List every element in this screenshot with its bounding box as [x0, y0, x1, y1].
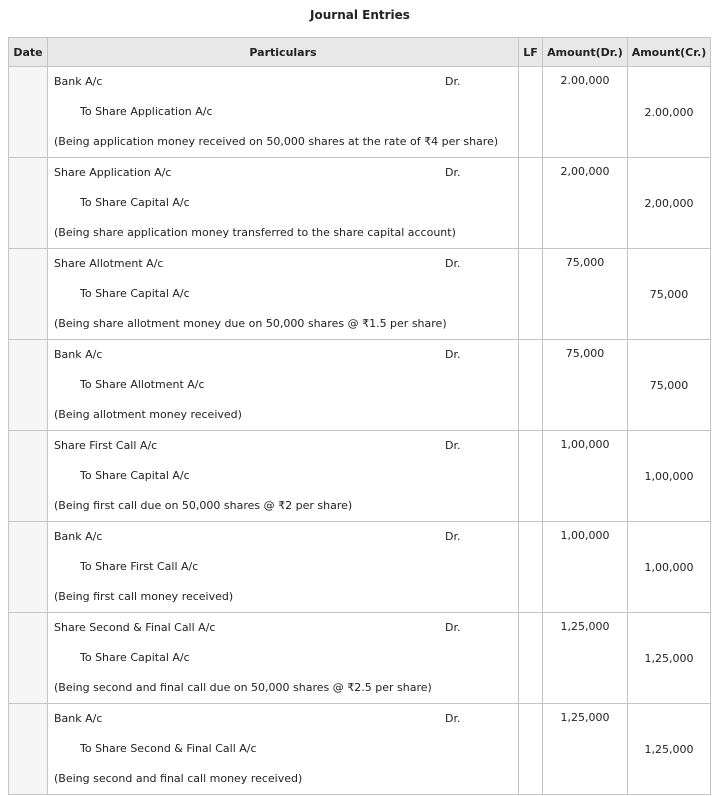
journal-entry-1-debit-row — [9, 67, 711, 98]
particulars-line — [48, 643, 518, 673]
lf-cell — [519, 704, 543, 735]
date-cell — [9, 249, 48, 280]
lf-cell — [519, 158, 543, 189]
amount-dr-value: 1,25,000 — [560, 710, 610, 724]
column-header-lf: LF — [519, 38, 543, 67]
particulars-cell — [48, 431, 519, 462]
debit-account-label: Bank A/c — [54, 712, 103, 725]
debit-account-label: Share First Call A/c — [54, 439, 158, 452]
amount-dr-cell — [543, 340, 628, 371]
amount-cr-cell — [628, 734, 711, 764]
amount-dr-cell — [543, 613, 628, 644]
journal-entry-6-narration-row — [9, 582, 711, 613]
amount-dr-cell — [543, 67, 628, 98]
credit-account-label: To Share Application A/c — [80, 105, 213, 118]
particulars-line — [48, 582, 518, 612]
particulars-cell — [48, 461, 519, 491]
column-header-amount-dr: Amount(Dr.) — [543, 38, 628, 67]
date-cell — [9, 279, 48, 309]
debit-account-label: Share Allotment A/c — [54, 257, 164, 270]
amount-cr-cell — [628, 461, 711, 491]
lf-cell — [519, 431, 543, 462]
journal-entry-3-debit-row — [9, 249, 711, 280]
particulars-line — [48, 400, 518, 430]
particulars-cell — [48, 704, 519, 735]
amount-cr-cell — [628, 643, 711, 673]
particulars-cell — [48, 218, 519, 249]
amount-cr-cell — [628, 400, 711, 431]
amount-cr-value: 75,000 — [649, 378, 689, 392]
narration-text: (Being share application money transferred to the share capital account) — [54, 226, 456, 239]
amount-dr-cell — [543, 400, 628, 431]
amount-cr-cell — [628, 188, 711, 218]
amount-dr-value: 2.00,000 — [560, 73, 610, 87]
journal-entry-6-credit-row — [9, 552, 711, 582]
date-cell — [9, 218, 48, 249]
particulars-cell — [48, 97, 519, 127]
date-cell — [9, 613, 48, 644]
debit-account-label: Share Application A/c — [54, 166, 172, 179]
particulars-line — [48, 522, 518, 552]
amount-cr-cell — [628, 218, 711, 249]
amount-dr-cell — [543, 764, 628, 795]
debit-account-label: Share Second & Final Call A/c — [54, 621, 216, 634]
amount-cr-cell — [628, 582, 711, 613]
amount-cr-cell — [628, 552, 711, 582]
amount-dr-cell — [543, 704, 628, 735]
particulars-line — [48, 673, 518, 703]
date-cell — [9, 309, 48, 340]
credit-account-label: To Share Capital A/c — [80, 287, 190, 300]
date-cell — [9, 552, 48, 582]
amount-cr-cell — [628, 279, 711, 309]
amount-dr-value: 2,00,000 — [560, 164, 610, 178]
particulars-line — [48, 491, 518, 521]
particulars-line — [48, 188, 518, 218]
amount-cr-cell — [628, 491, 711, 522]
dr-marker: Dr. — [445, 712, 461, 725]
amount-dr-value: 1,00,000 — [560, 528, 610, 542]
amount-dr-cell — [543, 97, 628, 127]
narration-text: (Being first call due on 50,000 shares @ ₹2 per share) — [54, 499, 353, 512]
dr-marker: Dr. — [445, 530, 461, 543]
table-body — [9, 67, 711, 795]
amount-cr-value: 75,000 — [649, 287, 689, 301]
particulars-line — [48, 431, 518, 461]
lf-cell — [519, 97, 543, 127]
date-cell — [9, 491, 48, 522]
dr-marker: Dr. — [445, 439, 461, 452]
amount-cr-cell — [628, 613, 711, 644]
date-cell — [9, 673, 48, 704]
particulars-line — [48, 158, 518, 188]
particulars-cell — [48, 370, 519, 400]
date-cell — [9, 400, 48, 431]
journal-entry-8-debit-row — [9, 704, 711, 735]
journal-entry-4-narration-row — [9, 400, 711, 431]
particulars-line — [48, 279, 518, 309]
particulars-line — [48, 552, 518, 582]
journal-entry-5-debit-row — [9, 431, 711, 462]
particulars-cell — [48, 309, 519, 340]
dr-marker: Dr. — [445, 166, 461, 179]
lf-cell — [519, 673, 543, 704]
amount-dr-cell — [543, 431, 628, 462]
journal-entry-7-debit-row — [9, 613, 711, 644]
particulars-cell — [48, 522, 519, 553]
amount-dr-cell — [543, 491, 628, 522]
journal-entry-2-credit-row — [9, 188, 711, 218]
amount-dr-cell — [543, 522, 628, 553]
dr-marker: Dr. — [445, 257, 461, 270]
amount-dr-cell — [543, 734, 628, 764]
journal-entry-3-narration-row — [9, 309, 711, 340]
amount-cr-value: 1,00,000 — [644, 469, 694, 483]
lf-cell — [519, 340, 543, 371]
lf-cell — [519, 309, 543, 340]
amount-cr-cell — [628, 370, 711, 400]
particulars-cell — [48, 764, 519, 795]
credit-account-label: To Share Capital A/c — [80, 469, 190, 482]
journal-table — [8, 37, 711, 795]
particulars-cell — [48, 279, 519, 309]
particulars-line — [48, 613, 518, 643]
credit-account-label: To Share Allotment A/c — [80, 378, 205, 391]
lf-cell — [519, 188, 543, 218]
amount-dr-cell — [543, 218, 628, 249]
lf-cell — [519, 218, 543, 249]
table-header — [9, 38, 711, 67]
journal-entry-8-narration-row — [9, 764, 711, 795]
lf-cell — [519, 491, 543, 522]
credit-account-label: To Share First Call A/c — [80, 560, 199, 573]
amount-dr-cell — [543, 582, 628, 613]
lf-cell — [519, 67, 543, 98]
lf-cell — [519, 370, 543, 400]
amount-cr-value: 2.00,000 — [644, 105, 694, 119]
particulars-cell — [48, 400, 519, 431]
lf-cell — [519, 127, 543, 158]
amount-cr-cell — [628, 704, 711, 735]
amount-cr-value: 1,25,000 — [644, 742, 694, 756]
lf-cell — [519, 522, 543, 553]
lf-cell — [519, 249, 543, 280]
date-cell — [9, 582, 48, 613]
date-cell — [9, 158, 48, 189]
date-cell — [9, 704, 48, 735]
journal-entry-8-credit-row — [9, 734, 711, 764]
dr-marker: Dr. — [445, 621, 461, 634]
lf-cell — [519, 582, 543, 613]
column-header-amount-cr: Amount(Cr.) — [628, 38, 711, 67]
credit-account-label: To Share Second & Final Call A/c — [80, 742, 257, 755]
amount-dr-value: 75,000 — [565, 346, 605, 360]
journal-entry-1-narration-row — [9, 127, 711, 158]
journal-entry-5-credit-row — [9, 461, 711, 491]
date-cell — [9, 431, 48, 462]
amount-cr-value: 2,00,000 — [644, 196, 694, 210]
narration-text: (Being share allotment money due on 50,000 shares @ ₹1.5 per share) — [54, 317, 447, 330]
date-cell — [9, 461, 48, 491]
debit-account-label: Bank A/c — [54, 75, 103, 88]
amount-cr-value: 1,25,000 — [644, 651, 694, 665]
lf-cell — [519, 279, 543, 309]
particulars-line — [48, 309, 518, 339]
particulars-cell — [48, 340, 519, 371]
credit-account-label: To Share Capital A/c — [80, 651, 190, 664]
amount-dr-cell — [543, 370, 628, 400]
particulars-cell — [48, 127, 519, 158]
particulars-cell — [48, 734, 519, 764]
journal-entry-7-credit-row — [9, 643, 711, 673]
lf-cell — [519, 764, 543, 795]
particulars-cell — [48, 673, 519, 704]
amount-cr-cell — [628, 764, 711, 795]
amount-cr-cell — [628, 431, 711, 462]
lf-cell — [519, 643, 543, 673]
amount-dr-cell — [543, 309, 628, 340]
particulars-line — [48, 67, 518, 97]
journal-entry-2-narration-row — [9, 218, 711, 249]
amount-dr-value: 75,000 — [565, 255, 605, 269]
amount-dr-cell — [543, 279, 628, 309]
amount-cr-value: 1,00,000 — [644, 560, 694, 574]
amount-dr-cell — [543, 673, 628, 704]
date-cell — [9, 522, 48, 553]
date-cell — [9, 764, 48, 795]
journal-entry-4-credit-row — [9, 370, 711, 400]
particulars-line — [48, 340, 518, 370]
dr-marker: Dr. — [445, 75, 461, 88]
amount-cr-cell — [628, 309, 711, 340]
amount-dr-value: 1,25,000 — [560, 619, 610, 633]
journal-entry-2-debit-row — [9, 158, 711, 189]
date-cell — [9, 370, 48, 400]
particulars-cell — [48, 158, 519, 189]
particulars-line — [48, 461, 518, 491]
column-header-date: Date — [9, 38, 48, 67]
amount-dr-cell — [543, 249, 628, 280]
journal-entry-3-credit-row — [9, 279, 711, 309]
particulars-line — [48, 249, 518, 279]
header-row — [9, 38, 711, 67]
particulars-line — [48, 370, 518, 400]
particulars-line — [48, 764, 518, 794]
particulars-cell — [48, 643, 519, 673]
journal-entry-7-narration-row — [9, 673, 711, 704]
lf-cell — [519, 461, 543, 491]
narration-text: (Being first call money received) — [54, 590, 234, 603]
particulars-cell — [48, 613, 519, 644]
narration-text: (Being application money received on 50,000 shares at the rate of ₹4 per share) — [54, 135, 499, 148]
date-cell — [9, 734, 48, 764]
particulars-line — [48, 97, 518, 127]
amount-cr-cell — [628, 340, 711, 371]
lf-cell — [519, 552, 543, 582]
particulars-cell — [48, 67, 519, 98]
amount-cr-cell — [628, 158, 711, 189]
debit-account-label: Bank A/c — [54, 348, 103, 361]
amount-dr-cell — [543, 158, 628, 189]
dr-marker: Dr. — [445, 348, 461, 361]
amount-dr-cell — [543, 643, 628, 673]
particulars-line — [48, 704, 518, 734]
date-cell — [9, 67, 48, 98]
page-title: Journal Entries — [310, 8, 410, 22]
amount-cr-cell — [628, 127, 711, 158]
particulars-cell — [48, 188, 519, 218]
date-cell — [9, 340, 48, 371]
narration-text: (Being second and final call due on 50,000 shares @ ₹2.5 per share) — [54, 681, 432, 694]
particulars-cell — [48, 582, 519, 613]
particulars-line — [48, 218, 518, 248]
amount-dr-value: 1,00,000 — [560, 437, 610, 451]
journal-entry-4-debit-row — [9, 340, 711, 371]
particulars-cell — [48, 552, 519, 582]
particulars-cell — [48, 491, 519, 522]
particulars-line — [48, 127, 518, 157]
amount-dr-cell — [543, 188, 628, 218]
debit-account-label: Bank A/c — [54, 530, 103, 543]
amount-dr-cell — [543, 127, 628, 158]
column-header-particulars: Particulars — [48, 38, 519, 67]
amount-cr-cell — [628, 97, 711, 127]
date-cell — [9, 127, 48, 158]
amount-cr-cell — [628, 522, 711, 553]
date-cell — [9, 643, 48, 673]
amount-cr-cell — [628, 249, 711, 280]
lf-cell — [519, 400, 543, 431]
narration-text: (Being allotment money received) — [54, 408, 242, 421]
journal-entry-1-credit-row — [9, 97, 711, 127]
date-cell — [9, 97, 48, 127]
narration-text: (Being second and final call money received) — [54, 772, 303, 785]
amount-dr-cell — [543, 461, 628, 491]
amount-cr-cell — [628, 67, 711, 98]
journal-entry-5-narration-row — [9, 491, 711, 522]
particulars-cell — [48, 249, 519, 280]
date-cell — [9, 188, 48, 218]
journal-entry-6-debit-row — [9, 522, 711, 553]
particulars-line — [48, 734, 518, 764]
lf-cell — [519, 613, 543, 644]
amount-dr-cell — [543, 552, 628, 582]
lf-cell — [519, 734, 543, 764]
amount-cr-cell — [628, 673, 711, 704]
credit-account-label: To Share Capital A/c — [80, 196, 190, 209]
